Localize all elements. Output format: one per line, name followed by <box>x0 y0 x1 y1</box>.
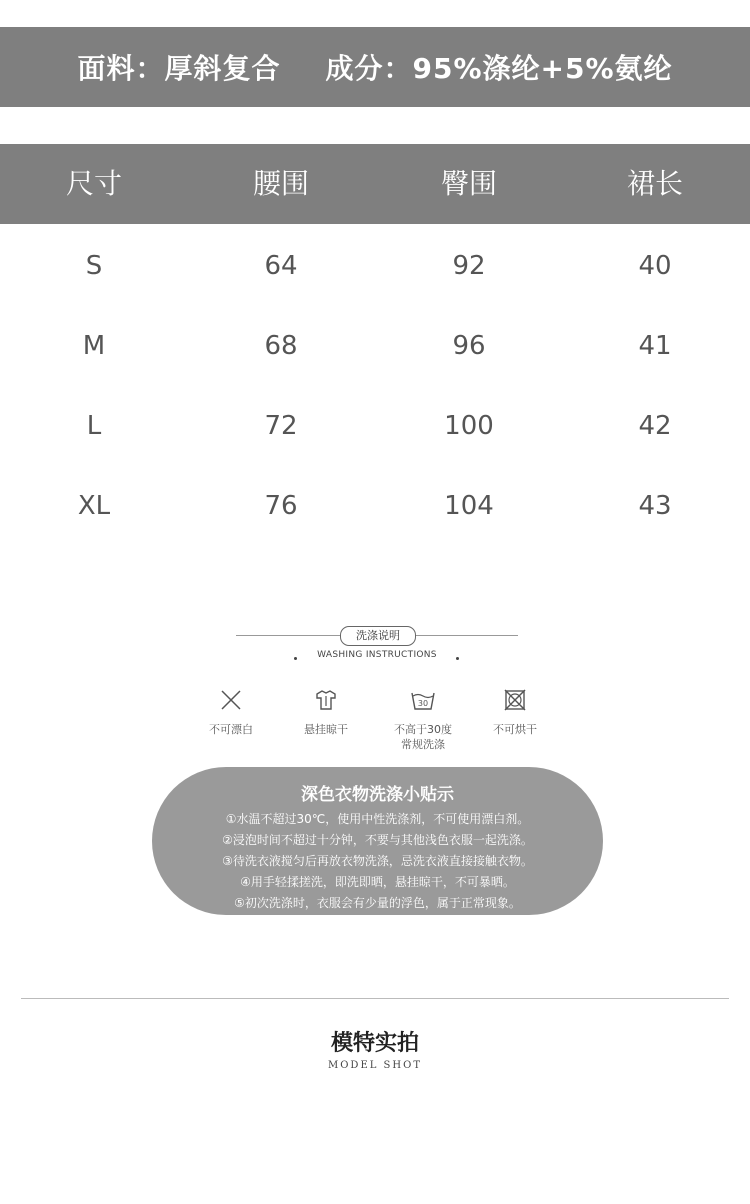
table-cell: XL <box>77 491 111 521</box>
wash-30-icon <box>410 688 436 712</box>
fabric-banner <box>0 27 750 107</box>
table-row <box>0 486 750 526</box>
table-cell: 64 <box>264 251 298 281</box>
table-cell: 68 <box>264 331 298 361</box>
table-cell: 96 <box>452 331 486 361</box>
table-cell: 43 <box>638 491 672 521</box>
header-hip: 臀围 <box>440 167 497 200</box>
section-divider <box>21 998 729 999</box>
fabric-composition: 成分：95%涤纶+5%氨纶 <box>325 52 673 85</box>
table-cell: 72 <box>264 411 298 441</box>
washing-title <box>236 626 518 646</box>
care-item <box>470 688 560 737</box>
tip-item: ⑤初次洗涤时，衣服会有少量的浮色，属于正常现象。 <box>234 896 521 910</box>
table-cell: L <box>86 411 102 441</box>
model-shot-subtitle: MODEL SHOT <box>327 1060 422 1071</box>
care-item <box>378 688 468 752</box>
fabric-material: 面料：厚斜复合 <box>77 52 281 85</box>
divider <box>416 635 518 636</box>
size-table-header <box>0 144 750 224</box>
washing-title-label: 洗涤说明 <box>340 626 416 646</box>
dark-clothes-tips <box>152 767 603 915</box>
table-row <box>0 406 750 446</box>
care-label-line1: 不高于30度 <box>394 723 452 736</box>
table-cell: 40 <box>638 251 672 281</box>
bullet-dot <box>456 657 459 660</box>
table-cell: 104 <box>444 491 494 521</box>
table-cell: 76 <box>264 491 298 521</box>
no-tumble-dry-icon <box>503 688 527 712</box>
care-label-line2: 常规洗涤 <box>401 738 445 751</box>
header-length: 裙长 <box>626 167 683 200</box>
table-cell: S <box>85 251 103 281</box>
table-row <box>0 246 750 286</box>
table-row <box>0 326 750 366</box>
tips-title: 深色衣物洗涤小贴示 <box>301 785 454 805</box>
care-label: 不可漂白 <box>209 723 253 736</box>
washing-subtitle <box>236 650 518 660</box>
bullet-dot <box>294 657 297 660</box>
tip-item: ①水温不超过30℃，使用中性洗涤剂，不可使用漂白剂。 <box>225 812 530 826</box>
table-cell: 100 <box>444 411 494 441</box>
tip-item: ②浸泡时间不超过十分钟，不要与其他浅色衣服一起洗涤。 <box>222 833 533 847</box>
no-bleach-icon <box>219 688 243 712</box>
table-cell: 41 <box>638 331 672 361</box>
care-label: 不可烘干 <box>493 723 537 736</box>
svg-text:30: 30 <box>417 699 429 708</box>
care-item <box>186 688 276 737</box>
tip-item: ④用手轻揉搓洗，即洗即晒，悬挂晾干，不可暴晒。 <box>240 875 515 889</box>
header-waist: 腰围 <box>252 167 309 200</box>
table-cell: 42 <box>638 411 672 441</box>
hang-dry-icon <box>313 688 339 712</box>
care-item <box>281 688 371 737</box>
care-label <box>378 722 468 752</box>
header-size: 尺寸 <box>65 167 122 200</box>
tip-item: ③待洗衣液搅匀后再放衣物洗涤，忌洗衣液直接接触衣物。 <box>222 854 533 868</box>
care-label: 悬挂晾干 <box>304 723 348 736</box>
washing-subtitle-text: WASHING INSTRUCTIONS <box>317 650 437 660</box>
model-shot-title: 模特实拍 <box>330 1031 419 1056</box>
tips-list <box>152 809 603 914</box>
table-cell: M <box>82 331 106 361</box>
divider <box>236 635 340 636</box>
table-cell: 92 <box>452 251 486 281</box>
